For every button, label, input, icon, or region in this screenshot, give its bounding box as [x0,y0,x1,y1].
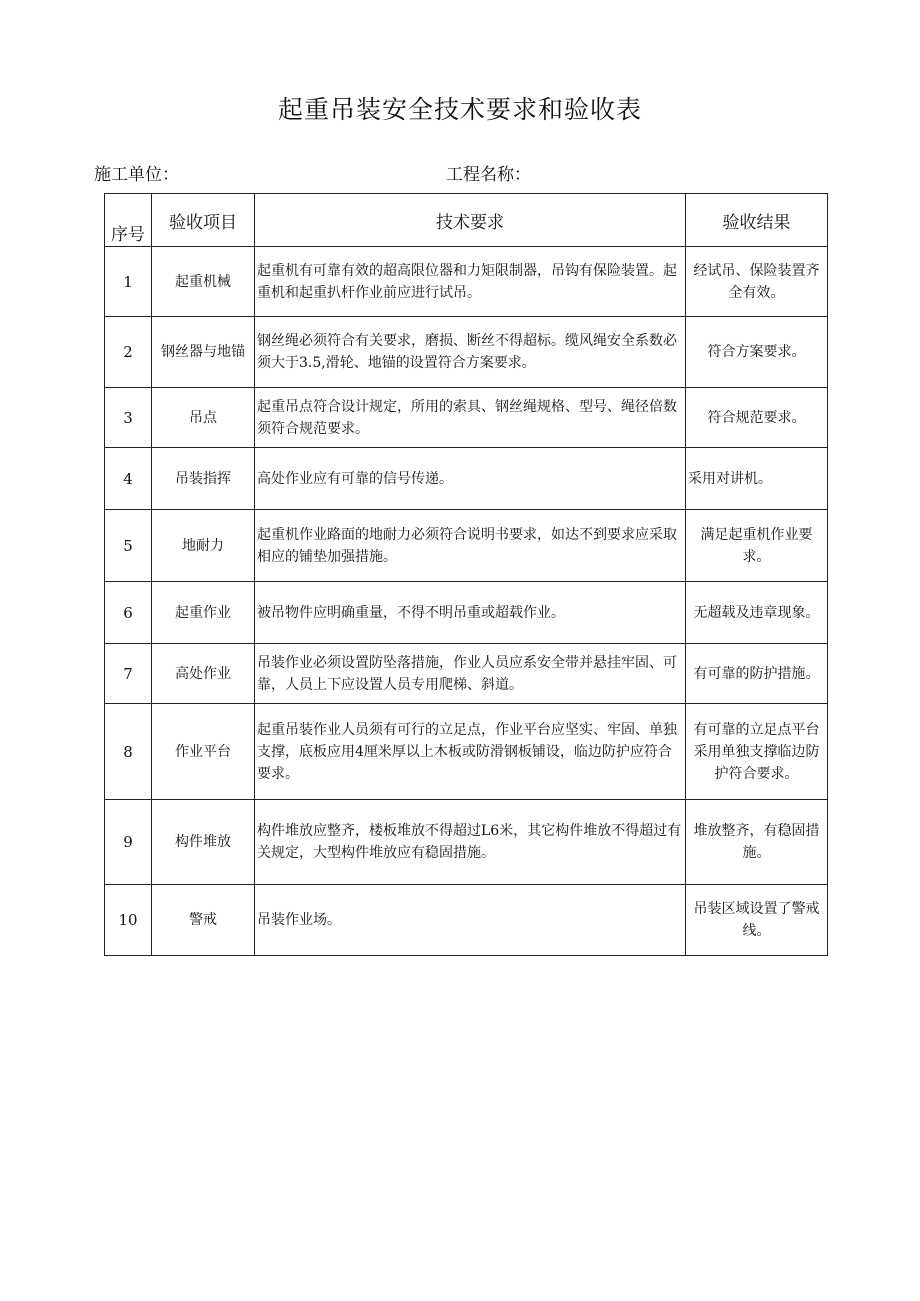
table-row [105,247,828,317]
row-requirement: 高处作业应有可靠的信号传递。 [255,448,686,510]
row-seq: 9 [105,800,152,885]
table-row [105,582,828,644]
row-requirement: 起重吊点符合设计规定，所用的索具、钢丝绳规格、型号、绳径倍数须符合规范要求。 [255,388,686,448]
row-seq: 7 [105,644,152,704]
row-item: 地耐力 [152,510,255,582]
row-requirement: 吊装作业场。 [255,885,686,956]
row-requirement: 起重机有可靠有效的超高限位器和力矩限制器，吊钩有保险装置。起重机和起重扒杆作业前应进行试吊。 [255,247,686,317]
row-result: 满足起重机作业要求。 [686,510,828,582]
table-row [105,317,828,388]
row-result: 经试吊、保险装置齐全有效。 [686,247,828,317]
row-seq: 5 [105,510,152,582]
row-item: 高处作业 [152,644,255,704]
row-requirement: 构件堆放应整齐，楼板堆放不得超过L6米，其它构件堆放不得超过有关规定，大型构件堆放应有稳固措施。 [255,800,686,885]
row-seq: 10 [105,885,152,956]
row-result: 无超载及违章现象。 [686,582,828,644]
row-item: 吊点 [152,388,255,448]
row-result: 堆放整齐，有稳固措施。 [686,800,828,885]
table-row [105,704,828,800]
row-seq: 6 [105,582,152,644]
table-row [105,800,828,885]
table-row [105,885,828,956]
row-requirement: 钢丝绳必须符合有关要求，磨损、断丝不得超标。缆风绳安全系数必须大于3.5,滑轮、地锚的设置符合方案要求。 [255,317,686,388]
table-row [105,448,828,510]
acceptance-table [104,193,828,956]
header-item: 验收项目 [152,194,255,247]
row-seq: 1 [105,247,152,317]
row-result: 有可靠的立足点平台采用单独支撑临边防护符合要求。 [686,704,828,800]
row-result: 采用对讲机。 [686,448,828,510]
row-seq: 2 [105,317,152,388]
row-item: 起重作业 [152,582,255,644]
row-requirement: 被吊物件应明确重量，不得不明吊重或超载作业。 [255,582,686,644]
row-requirement: 起重机作业路面的地耐力必须符合说明书要求，如达不到要求应采取相应的铺垫加强措施。 [255,510,686,582]
row-item: 警戒 [152,885,255,956]
project-name-label: 工程名称： [446,165,531,185]
row-requirement: 吊装作业必须设置防坠落措施，作业人员应系安全带并悬挂牢固、可靠，人员上下应设置人员专用爬梯、斜道。 [255,644,686,704]
table-row [105,644,828,704]
row-item: 构件堆放 [152,800,255,885]
row-result: 符合方案要求。 [686,317,828,388]
header-result: 验收结果 [686,194,828,247]
row-item: 作业平台 [152,704,255,800]
row-requirement: 起重吊装作业人员须有可行的立足点，作业平台应坚实、牢固、单独支撑，底板应用4厘米厚以上木板或防滑钢板铺设，临边防护应符合要求。 [255,704,686,800]
row-seq: 3 [105,388,152,448]
table-header-row [105,194,828,247]
row-result: 有可靠的防护措施。 [686,644,828,704]
row-result: 符合规范要求。 [686,388,828,448]
table-row [105,510,828,582]
construction-unit-label: 施工单位： [94,165,179,185]
row-result: 吊装区域设置了警戒线。 [686,885,828,956]
header-requirement: 技术要求 [255,194,686,247]
page-title: 起重吊装安全技术要求和验收表 [277,95,642,124]
row-seq: 4 [105,448,152,510]
table-row [105,388,828,448]
row-item: 钢丝器与地锚 [152,317,255,388]
header-seq: 序号 [105,194,152,247]
row-item: 起重机械 [152,247,255,317]
row-seq: 8 [105,704,152,800]
row-item: 吊装指挥 [152,448,255,510]
